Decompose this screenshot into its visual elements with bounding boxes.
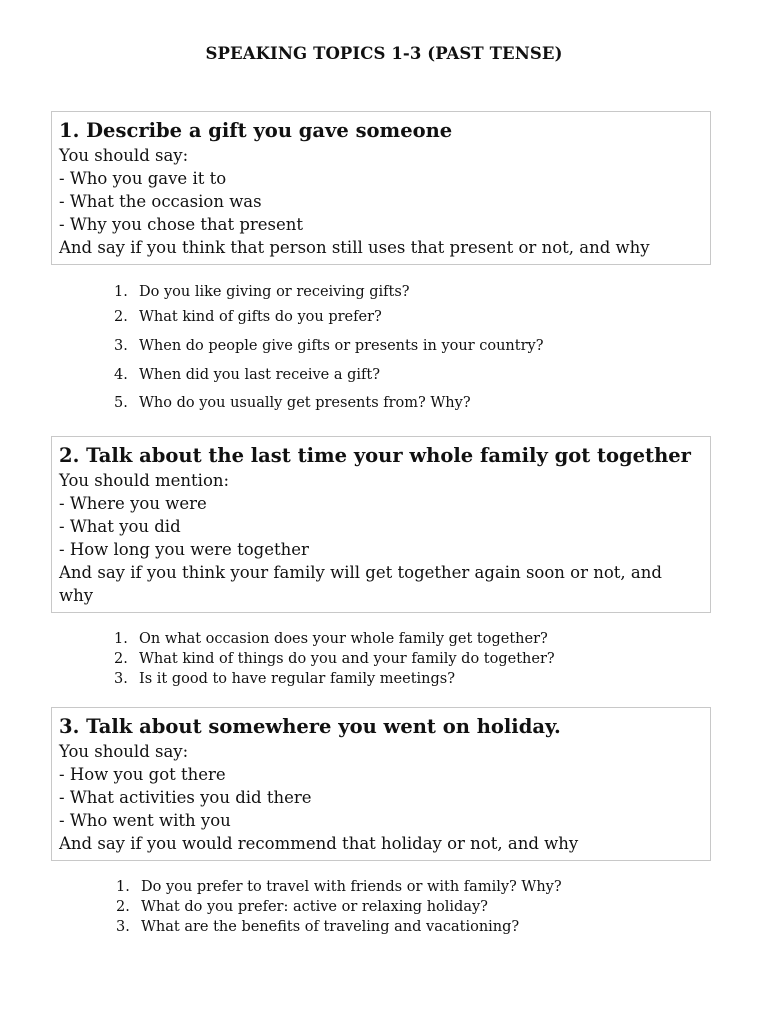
- question-number: 3.: [114, 338, 128, 354]
- topic-line: And say if you think that person still uses that present or not, and why: [59, 238, 650, 257]
- question-item: [114, 309, 382, 325]
- question-number: 5.: [114, 395, 128, 411]
- question-number: 4.: [114, 367, 128, 383]
- question-text: What do you prefer: active or relaxing holiday?: [141, 899, 488, 915]
- topic-line: - How you got there: [59, 765, 226, 784]
- question-item: [116, 899, 488, 915]
- topic-heading: 3. Talk about somewhere you went on holiday.: [59, 715, 561, 738]
- question-number: 1.: [114, 631, 128, 647]
- question-item: [114, 367, 380, 383]
- question-item: [116, 919, 519, 935]
- topic-line: - Where you were: [59, 494, 207, 513]
- topic-line: - How long you were together: [59, 540, 309, 559]
- question-text: On what occasion does your whole family get together?: [139, 631, 548, 647]
- question-number: 2.: [114, 651, 128, 667]
- question-item: [114, 395, 471, 411]
- question-item: [114, 671, 455, 687]
- question-number: 3.: [116, 919, 130, 935]
- question-number: 2.: [116, 899, 130, 915]
- page-title: SPEAKING TOPICS 1-3 (PAST TENSE): [205, 44, 563, 63]
- topic-line: - Who went with you: [59, 811, 231, 830]
- question-text: When do people give gifts or presents in your country?: [139, 338, 544, 354]
- question-text: Is it good to have regular family meetings?: [139, 671, 456, 687]
- topic-heading: 2. Talk about the last time your whole family got together: [59, 444, 691, 467]
- question-item: [116, 879, 562, 895]
- topic-line: why: [59, 586, 94, 605]
- topic-line: - What activities you did there: [59, 788, 312, 807]
- question-text: What kind of gifts do you prefer?: [139, 309, 382, 325]
- question-text: Who do you usually get presents from? Why?: [139, 395, 471, 411]
- topic-box-3: [51, 707, 711, 861]
- question-text: Do you like giving or receiving gifts?: [139, 284, 410, 300]
- question-item: [114, 284, 410, 300]
- question-number: 1.: [116, 879, 130, 895]
- topic-line: - Who you gave it to: [59, 169, 227, 188]
- topic-line: - What you did: [59, 517, 181, 536]
- question-item: [114, 651, 555, 667]
- topic-line: You should say:: [59, 146, 189, 165]
- question-item: [114, 338, 544, 354]
- topic-line: You should mention:: [59, 471, 230, 490]
- question-number: 3.: [114, 671, 128, 687]
- question-text: When did you last receive a gift?: [139, 367, 380, 383]
- topic-box-2: [51, 436, 711, 613]
- topic-box-1: [51, 111, 711, 265]
- question-number: 2.: [114, 309, 128, 325]
- topic-line: And say if you would recommend that holiday or not, and why: [59, 834, 579, 853]
- topic-line: You should say:: [59, 742, 189, 761]
- question-item: [114, 631, 548, 647]
- topic-heading: 1. Describe a gift you gave someone: [59, 119, 453, 142]
- question-text: Do you prefer to travel with friends or with family? Why?: [141, 879, 562, 895]
- topic-line: And say if you think your family will get together again soon or not, and: [59, 563, 662, 582]
- topic-line: - What the occasion was: [59, 192, 262, 211]
- question-text: What are the benefits of traveling and vacationing?: [141, 919, 520, 935]
- question-number: 1.: [114, 284, 128, 300]
- topic-line: - Why you chose that present: [59, 215, 304, 234]
- question-text: What kind of things do you and your family do together?: [139, 651, 555, 667]
